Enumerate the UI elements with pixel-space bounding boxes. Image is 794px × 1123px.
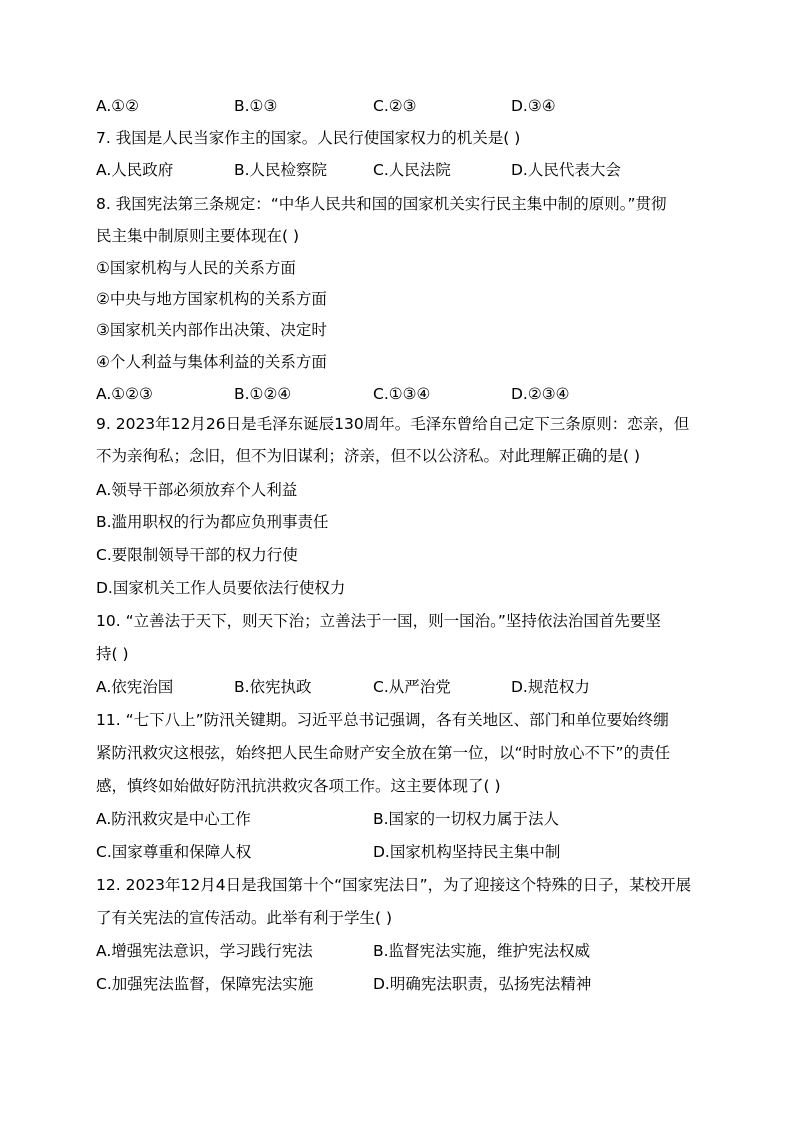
q11-stem-line-3: 感，慎终如始做好防汛抗洪救灾各项工作。这主要体现了( ) xyxy=(96,777,501,795)
q7-stem: 7. 我国是人民当家作主的国家。人民行使国家权力的机关是( ) xyxy=(96,129,521,147)
q6-option-c: C.②③ xyxy=(373,97,417,115)
q12-stem-line-2: 了有关宪法的宣传活动。此举有利于学生( ) xyxy=(96,909,393,927)
q8-statement-4: ④个人利益与集体利益的关系方面 xyxy=(96,353,327,371)
q8-options xyxy=(96,384,716,404)
q11-stem-line-2: 紧防汛救灾这根弦，始终把人民生命财产安全放在第一位，以“时时放心不下”的责任 xyxy=(96,744,671,762)
q12-option-b: B.监督宪法实施，维护宪法权威 xyxy=(373,942,591,960)
q11-option-b: B.国家的一切权力属于法人 xyxy=(373,810,560,828)
q12-options-row-2 xyxy=(96,974,716,994)
q6-options xyxy=(96,96,716,116)
q7-option-c: C.人民法院 xyxy=(373,161,451,179)
q12-option-d: D.明确宪法职责，弘扬宪法精神 xyxy=(373,975,592,993)
q10-options xyxy=(96,677,716,697)
q11-option-d: D.国家机构坚持民主集中制 xyxy=(373,843,561,861)
q12-options-row-1 xyxy=(96,941,716,961)
q8-option-b: B.①②④ xyxy=(234,385,292,403)
q6-option-b: B.①③ xyxy=(234,97,278,115)
q7-options xyxy=(96,160,716,180)
q6-option-a: A.①② xyxy=(96,97,140,115)
q10-option-b: B.依宪执政 xyxy=(234,678,312,696)
q11-options-row-1 xyxy=(96,809,716,829)
q10-stem-line-2: 持( ) xyxy=(96,645,129,663)
q8-stem-line-2: 民主集中制原则主要体现在( ) xyxy=(96,227,300,245)
q8-option-a: A.①②③ xyxy=(96,385,153,403)
q8-option-c: C.①③④ xyxy=(373,385,431,403)
q8-statement-1: ①国家机构与人民的关系方面 xyxy=(96,259,296,277)
q9-stem-line-2: 不为亲徇私；念旧，但不为旧谋利；济亲，但不以公济私。对此理解正确的是( ) xyxy=(96,447,641,465)
q9-stem-line-1: 9. 2023年12月26日是毛泽东诞辰130周年。毛泽东曾给自己定下三条原则：恋亲，但 xyxy=(96,415,690,433)
q12-option-c: C.加强宪法监督，保障宪法实施 xyxy=(96,975,314,993)
q8-statement-2: ②中央与地方国家机构的关系方面 xyxy=(96,290,327,308)
q8-stem-line-1: 8. 我国宪法第三条规定：“中华人民共和国的国家机关实行民主集中制的原则。”贯彻 xyxy=(96,195,667,213)
q11-option-c: C.国家尊重和保障人权 xyxy=(96,843,252,861)
q9-option-c: C.要限制领导干部的权力行使 xyxy=(96,546,298,564)
q11-option-a: A.防汛救灾是中心工作 xyxy=(96,810,251,828)
q9-option-a: A.领导干部必须放弃个人利益 xyxy=(96,481,298,499)
q11-stem-line-1: 11. “七下八上”防汛关键期。习近平总书记强调，各有关地区、部门和单位要始终绷 xyxy=(96,711,669,729)
q7-option-d: D.人民代表大会 xyxy=(511,161,621,179)
q10-option-c: C.从严治党 xyxy=(373,678,451,696)
q8-option-d: D.②③④ xyxy=(511,385,570,403)
q9-option-d: D.国家机关工作人员要依法行使权力 xyxy=(96,579,346,597)
q10-option-a: A.依宪治国 xyxy=(96,678,174,696)
q12-option-a: A.增强宪法意识，学习践行宪法 xyxy=(96,942,313,960)
q12-stem-line-1: 12. 2023年12月4日是我国第十个“国家宪法日”，为了迎接这个特殊的日子，某校开展 xyxy=(96,876,692,894)
q9-option-b: B.滥用职权的行为都应负刑事责任 xyxy=(96,513,329,531)
q10-stem-line-1: 10. “立善法于天下，则天下治；立善法于一国，则一国治。”坚持依法治国首先要坚 xyxy=(96,612,661,630)
q8-statement-3: ③国家机关内部作出决策、决定时 xyxy=(96,321,327,339)
q7-option-b: B.人民检察院 xyxy=(234,161,328,179)
q10-option-d: D.规范权力 xyxy=(511,678,590,696)
q11-options-row-2 xyxy=(96,842,716,862)
q7-option-a: A.人民政府 xyxy=(96,161,174,179)
q6-option-d: D.③④ xyxy=(511,97,556,115)
